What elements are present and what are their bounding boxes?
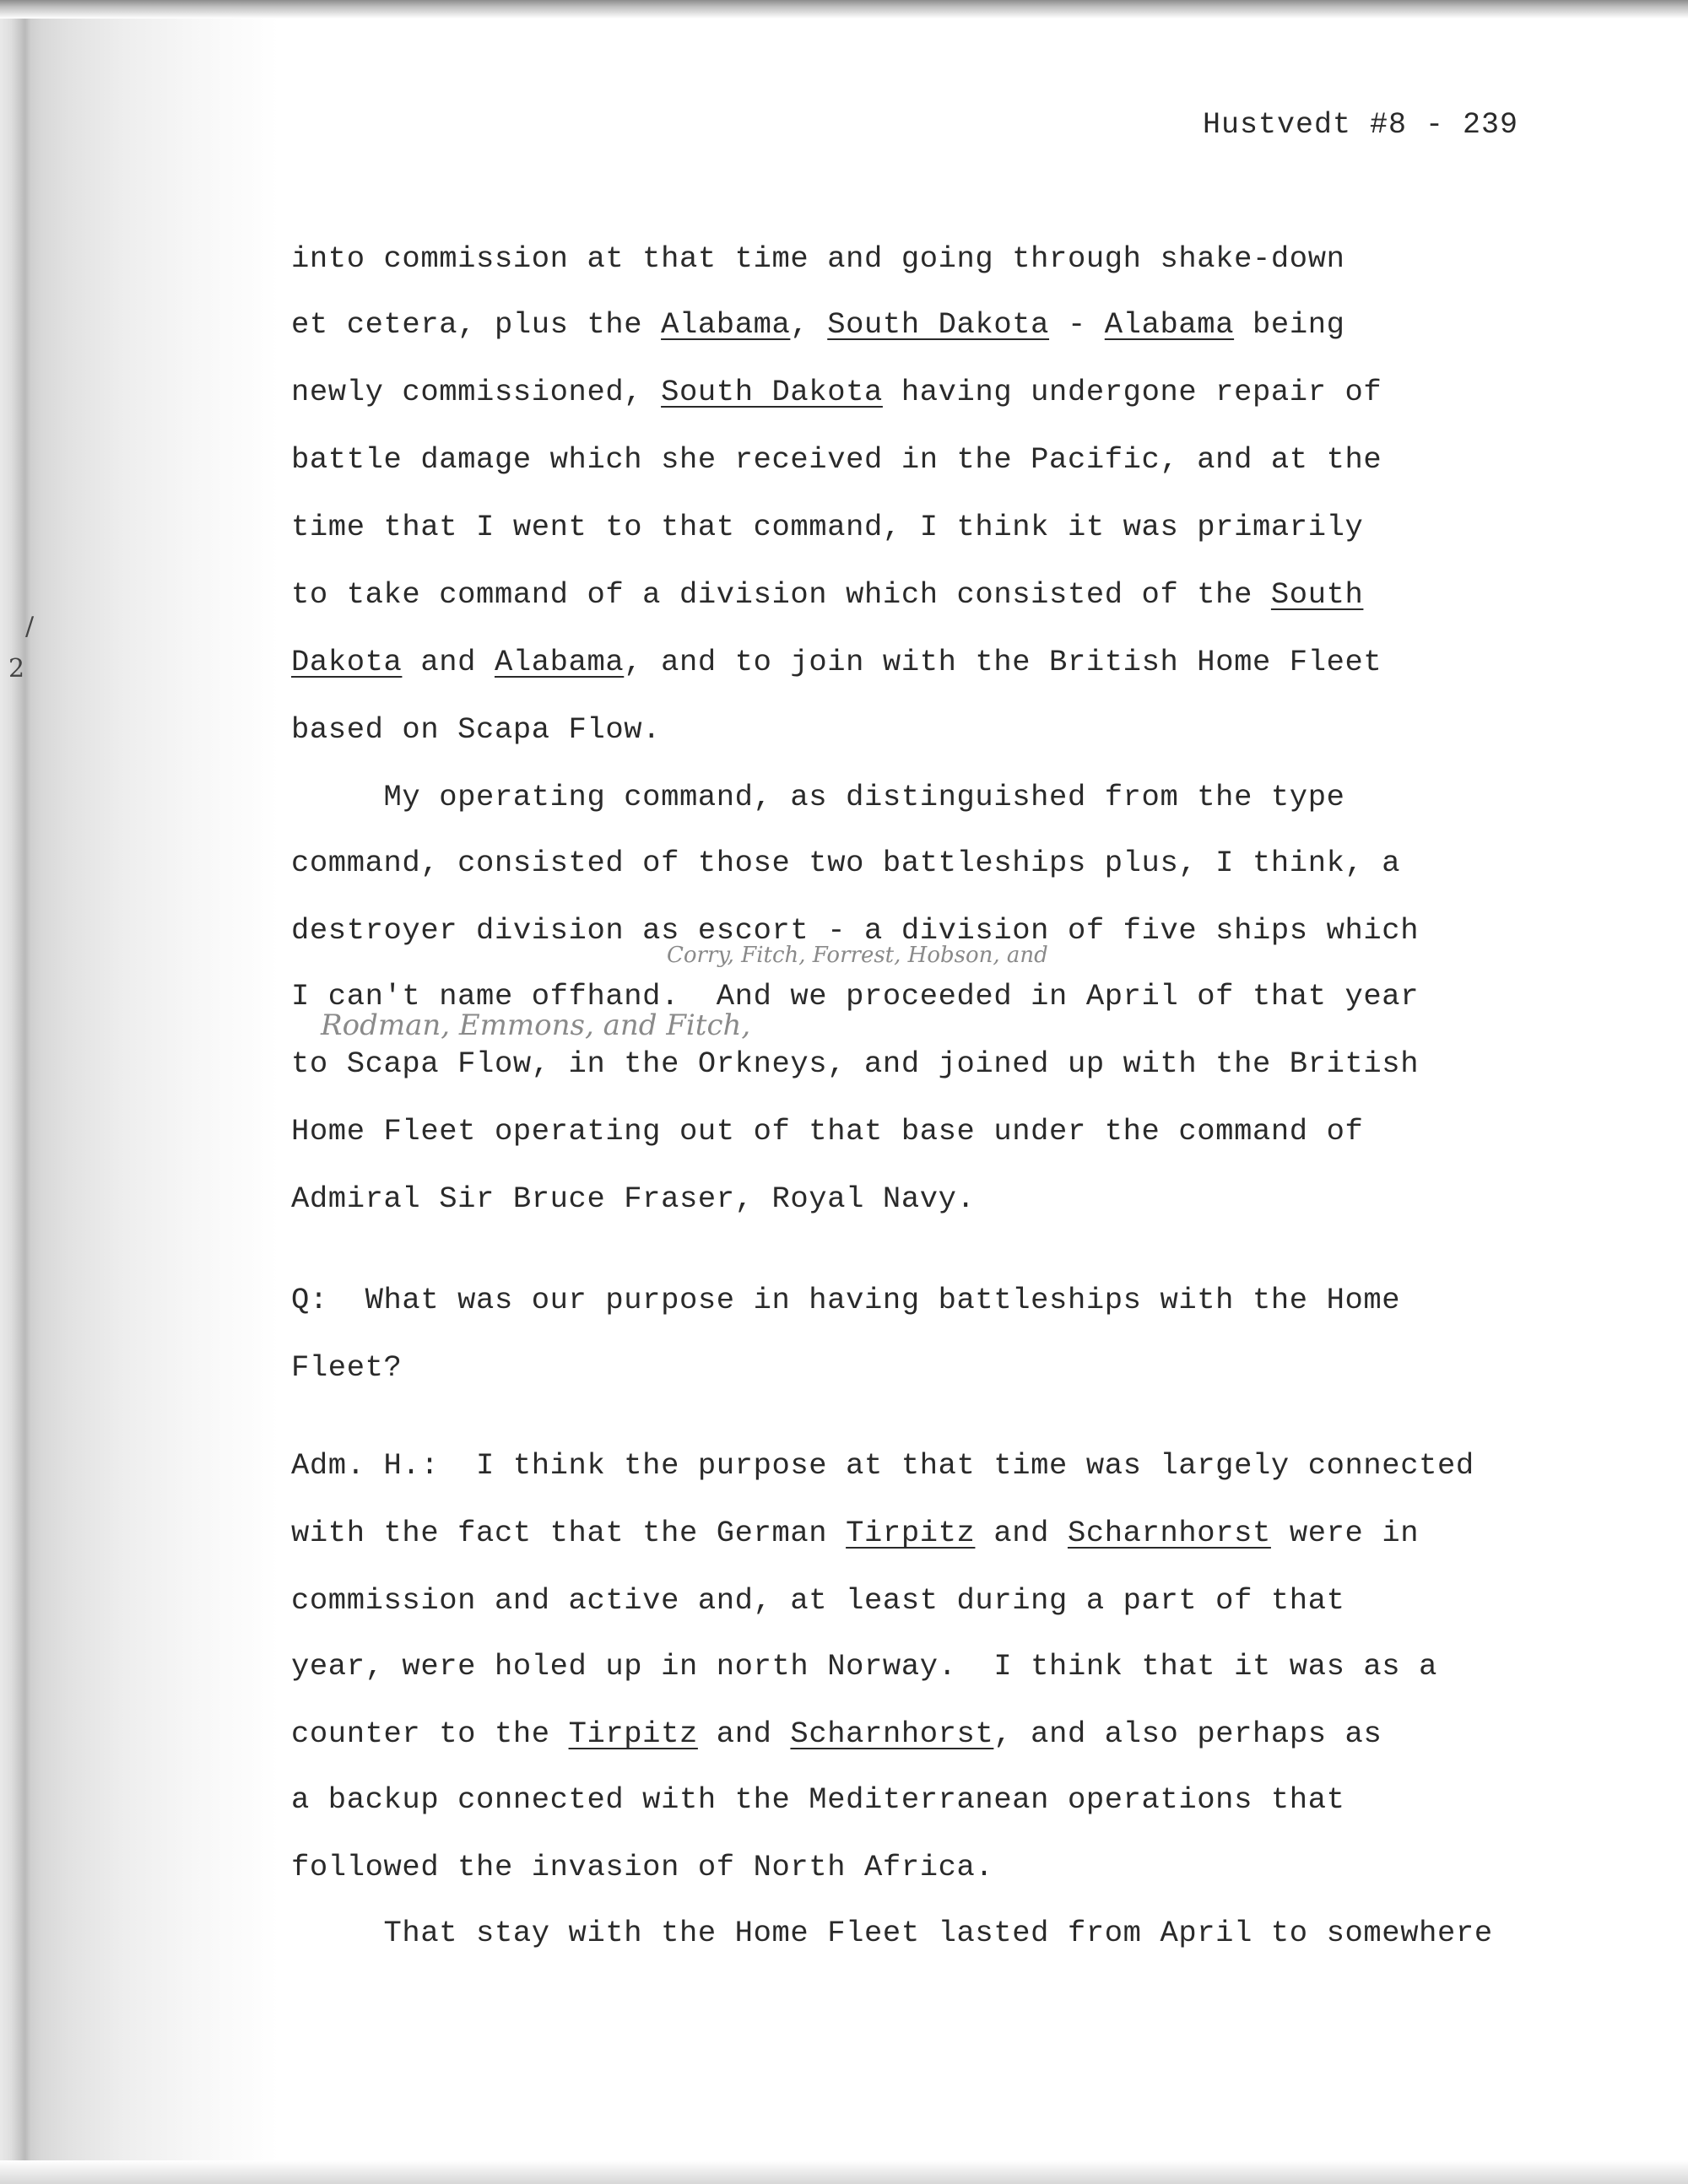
text-line-6: to take command of a division which consisted of the South: [291, 577, 1364, 612]
handwritten-annotation-2: Rodman, Emmons, and Fitch,: [321, 1008, 751, 1042]
text-line-4: battle damage which she received in the Pacific, and at the: [291, 442, 1382, 477]
text-line-17: Fleet?: [291, 1350, 403, 1385]
text-line-3: newly commissioned, South Dakota having undergone repair of: [291, 375, 1382, 409]
text-line-7: Dakota and Alabama, and to join with the British Home Fleet: [291, 645, 1382, 679]
page-header: Hustvedt #8 - 239: [1203, 108, 1519, 142]
text-line-11: destroyer division as escort - a division of five ships which: [291, 913, 1420, 948]
text-line-23: a backup connected with the Mediterranean operations that: [291, 1782, 1345, 1817]
text-line-16: Q: What was our purpose in having battleships with the Home: [291, 1283, 1401, 1317]
margin-mark-1: /: [25, 612, 35, 641]
text-line-20: commission and active and, at least during a part of that: [291, 1583, 1345, 1618]
text-line-1: into commission at that time and going through shake-down: [291, 241, 1345, 276]
text-line-25: That stay with the Home Fleet lasted from April to somewhere: [291, 1916, 1493, 1950]
text-line-12: I can't name offhand. And we proceeded in April of that year: [291, 979, 1420, 1014]
text-line-18: Adm. H.: I think the purpose at that time was largely connected: [291, 1448, 1474, 1483]
text-line-22: counter to the Tirpitz and Scharnhorst, and also perhaps as: [291, 1716, 1382, 1751]
text-line-5: time that I went to that command, I think it was primarily: [291, 510, 1364, 544]
text-line-14: Home Fleet operating out of that base under the command of: [291, 1114, 1364, 1149]
text-line-2: et cetera, plus the Alabama, South Dakota - Alabama being: [291, 307, 1345, 342]
text-line-9: My operating command, as distinguished from the type: [291, 780, 1345, 814]
text-line-10: command, consisted of those two battleships plus, I think, a: [291, 846, 1401, 880]
text-line-21: year, were holed up in north Norway. I think that it was as a: [291, 1649, 1438, 1684]
page-bottom-edge: [0, 2160, 1688, 2184]
handwritten-annotation-1: Corry, Fitch, Forrest, Hobson, and: [667, 943, 1048, 968]
text-line-13: to Scapa Flow, in the Orkneys, and joined up with the British: [291, 1046, 1420, 1081]
text-line-8: based on Scapa Flow.: [291, 712, 662, 747]
text-line-15: Admiral Sir Bruce Fraser, Royal Navy.: [291, 1181, 976, 1216]
page-top-edge: [0, 0, 1688, 19]
text-line-19: with the fact that the German Tirpitz and Scharnhorst were in: [291, 1516, 1420, 1550]
text-line-24: followed the invasion of North Africa.: [291, 1850, 994, 1884]
binding-shadow: [0, 0, 279, 2184]
margin-mark-2: 2: [8, 654, 25, 684]
